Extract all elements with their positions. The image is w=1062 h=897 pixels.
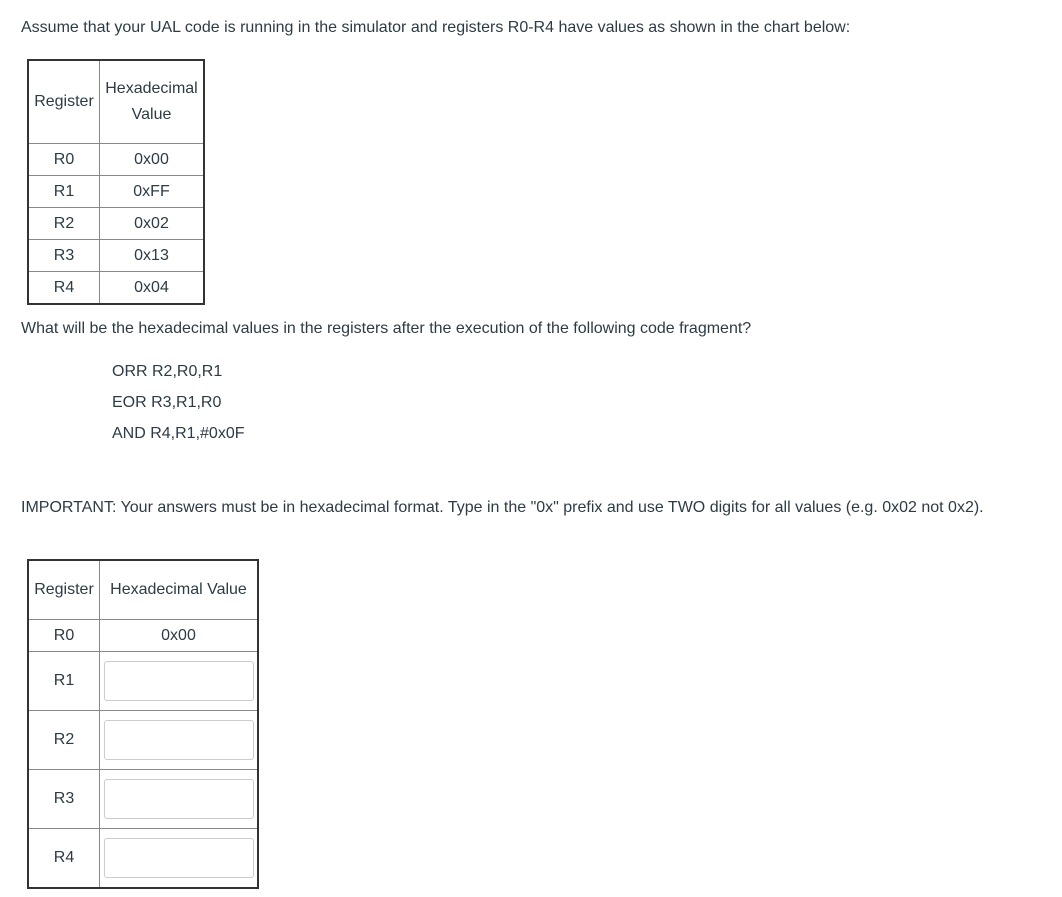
r3-answer-input[interactable]: [104, 779, 254, 819]
table-row: [28, 652, 258, 711]
table-row: [28, 144, 204, 176]
table-row: [28, 272, 204, 305]
register-value: 0x00: [100, 144, 205, 176]
table-row: [28, 829, 258, 889]
table-row: [28, 176, 204, 208]
code-line: AND R4,R1,#0x0F: [112, 425, 245, 442]
question-text: What will be the hexadecimal values in the registers after the execution of the following code fragment?: [21, 320, 752, 337]
register-value: 0x00: [100, 620, 259, 652]
code-line: ORR R2,R0,R1: [112, 363, 223, 380]
register-name: R2: [28, 208, 100, 240]
register-name: R1: [28, 652, 100, 711]
register-value: 0x02: [100, 208, 205, 240]
intro-text: Assume that your UAL code is running in the simulator and registers R0-R4 have values as shown in the chart below:: [21, 19, 851, 36]
header-register: Register: [28, 60, 100, 144]
r2-answer-input[interactable]: [104, 720, 254, 760]
header-register: Register: [28, 560, 100, 620]
header-hex-value: Hexadecimal Value: [100, 60, 205, 144]
table-row: [28, 208, 204, 240]
register-name: R1: [28, 176, 100, 208]
register-name: R0: [28, 620, 100, 652]
register-value: 0xFF: [100, 176, 205, 208]
register-name: R4: [28, 272, 100, 305]
register-name: R3: [28, 240, 100, 272]
register-name: R0: [28, 144, 100, 176]
important-note: IMPORTANT: Your answers must be in hexadecimal format. Type in the "0x" prefix and use TWO digits for all values (e.g. 0x02 not 0x2).: [21, 499, 984, 516]
register-name: R4: [28, 829, 100, 889]
header-hex-value: Hexadecimal Value: [100, 560, 259, 620]
r4-answer-input[interactable]: [104, 838, 254, 878]
table-row: [28, 620, 258, 652]
register-name: R2: [28, 711, 100, 770]
answer-register-table: [27, 559, 259, 889]
code-line: EOR R3,R1,R0: [112, 394, 222, 411]
initial-register-table: [27, 59, 205, 305]
table-row: [28, 770, 258, 829]
code-fragment: [112, 356, 245, 449]
table-row: [28, 240, 204, 272]
table-row: [28, 711, 258, 770]
register-name: R3: [28, 770, 100, 829]
r1-answer-input[interactable]: [104, 661, 254, 701]
register-value: 0x13: [100, 240, 205, 272]
register-value: 0x04: [100, 272, 205, 305]
